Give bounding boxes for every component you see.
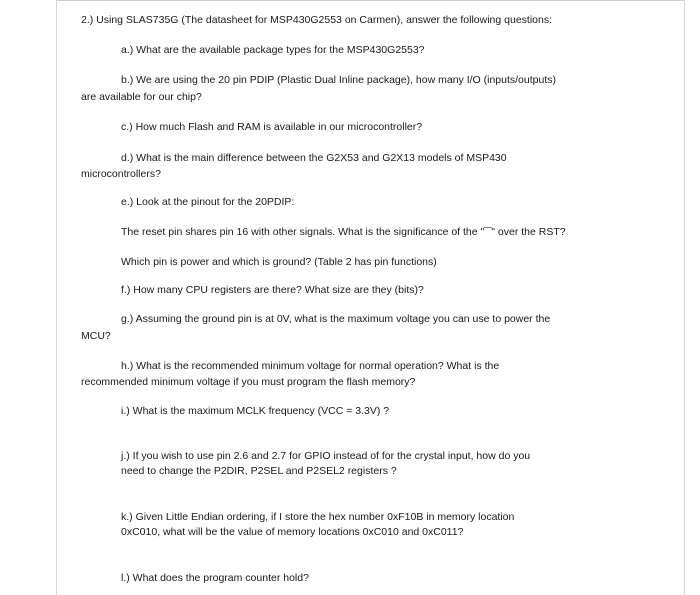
item-d-line-1: d.) What is the main difference between the G2X53 and G2X13 models of MSP430: [121, 152, 507, 164]
item-d-line-2: microcontrollers?: [81, 168, 161, 180]
question-title: 2.) Using SLAS735G (The datasheet for MSP430G2553 on Carmen), answer the following questions:: [81, 14, 553, 26]
item-h-line-2: recommended minimum voltage if you must program the flash memory?: [81, 376, 416, 388]
item-g-line-1: g.) Assuming the ground pin is at 0V, what is the maximum voltage you can use to power the: [121, 313, 551, 325]
item-b-line-2: are available for our chip?: [81, 91, 202, 103]
item-h-line-1: h.) What is the recommended minimum voltage for normal operation? What is the: [121, 360, 500, 372]
item-e-power: Which pin is power and which is ground? (Table 2 has pin functions): [121, 256, 437, 268]
item-e: e.) Look at the pinout for the 20PDIP:: [121, 196, 295, 208]
item-a: a.) What are the available package types for the MSP430G2553?: [121, 44, 425, 56]
item-b-line-1: b.) We are using the 20 pin PDIP (Plastic Dual Inline package), how many I/O (inputs/outputs): [121, 74, 556, 86]
item-l: l.) What does the program counter hold?: [121, 572, 309, 584]
item-k-line-1: k.) Given Little Endian ordering, if I store the hex number 0xF10B in memory location: [121, 511, 515, 523]
item-j-line-1: j.) If you wish to use pin 2.6 and 2.7 for GPIO instead of for the crystal input, how do you: [121, 450, 531, 462]
page-border-left: [56, 0, 57, 595]
item-j-line-2: need to change the P2DIR, P2SEL and P2SEL2 registers ?: [121, 465, 397, 477]
item-c: c.) How much Flash and RAM is available in our microcontroller?: [121, 121, 423, 133]
page-border-right: [684, 0, 685, 595]
item-i: i.) What is the maximum MCLK frequency (VCC = 3.3V) ?: [121, 405, 390, 417]
item-k-line-2: 0xC010, what will be the value of memory locations 0xC010 and 0xC011?: [121, 526, 464, 538]
item-f: f.) How many CPU registers are there? What size are they (bits)?: [121, 284, 424, 296]
page-border-top: [56, 0, 684, 1]
item-e-reset: The reset pin shares pin 16 with other signals. What is the significance of the "‾‾" over the RST?: [121, 226, 566, 238]
item-g-line-2: MCU?: [81, 330, 111, 342]
